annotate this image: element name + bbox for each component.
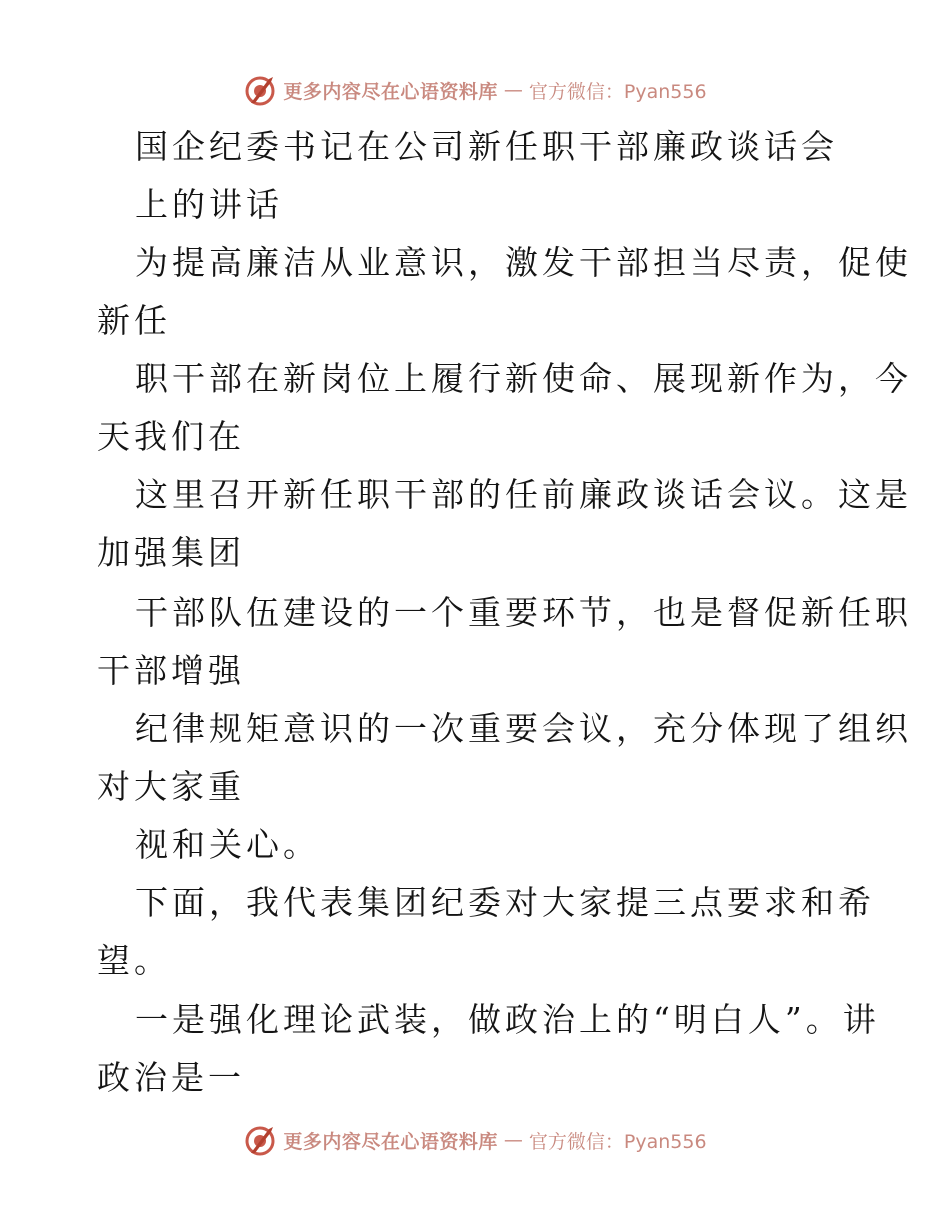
header-dash: — xyxy=(503,79,523,101)
footer-brand-text: 更多内容尽在心语资料库 xyxy=(283,1130,498,1153)
header-contact: 官方微信：Pyan556 xyxy=(528,80,707,103)
paragraph-line: 望。 xyxy=(97,941,171,980)
footer-brand xyxy=(243,1123,706,1157)
paragraph-line: 一是强化理论武装，做政治上的“明白人”。讲 xyxy=(135,1000,880,1039)
paragraph-line: 视和关心。 xyxy=(135,825,320,864)
paragraph-line: 加强集团 xyxy=(97,533,245,572)
paragraph-line: 下面，我代表集团纪委对大家提三点要求和希 xyxy=(135,883,875,922)
title-line-2: 上的讲话 xyxy=(135,185,283,224)
paragraph-line: 新任 xyxy=(97,301,171,340)
paragraph-line: 纪律规矩意识的一次重要会议，充分体现了组织 xyxy=(135,709,912,748)
paragraph-line: 政治是一 xyxy=(97,1058,245,1097)
header-brand-text: 更多内容尽在心语资料库 xyxy=(283,80,498,103)
paragraph-line: 天我们在 xyxy=(97,417,245,456)
paragraph-line: 干部队伍建设的一个重要环节，也是督促新任职 xyxy=(135,593,912,632)
quill-seal-icon xyxy=(243,1123,277,1157)
footer-contact: 官方微信：Pyan556 xyxy=(528,1130,707,1153)
paragraph-line: 这里召开新任职干部的任前廉政谈话会议。这是 xyxy=(135,475,912,514)
paragraph-line: 为提高廉洁从业意识，激发干部担当尽责，促使 xyxy=(135,243,912,282)
paragraph-line: 职干部在新岗位上履行新使命、展现新作为，今 xyxy=(135,359,912,398)
footer-dash: — xyxy=(503,1129,523,1151)
paragraph-line: 干部增强 xyxy=(97,651,245,690)
page-footer xyxy=(0,1120,950,1160)
paragraph-line: 对大家重 xyxy=(97,767,245,806)
title-line-1: 国企纪委书记在公司新任职干部廉政谈话会 xyxy=(135,127,838,166)
